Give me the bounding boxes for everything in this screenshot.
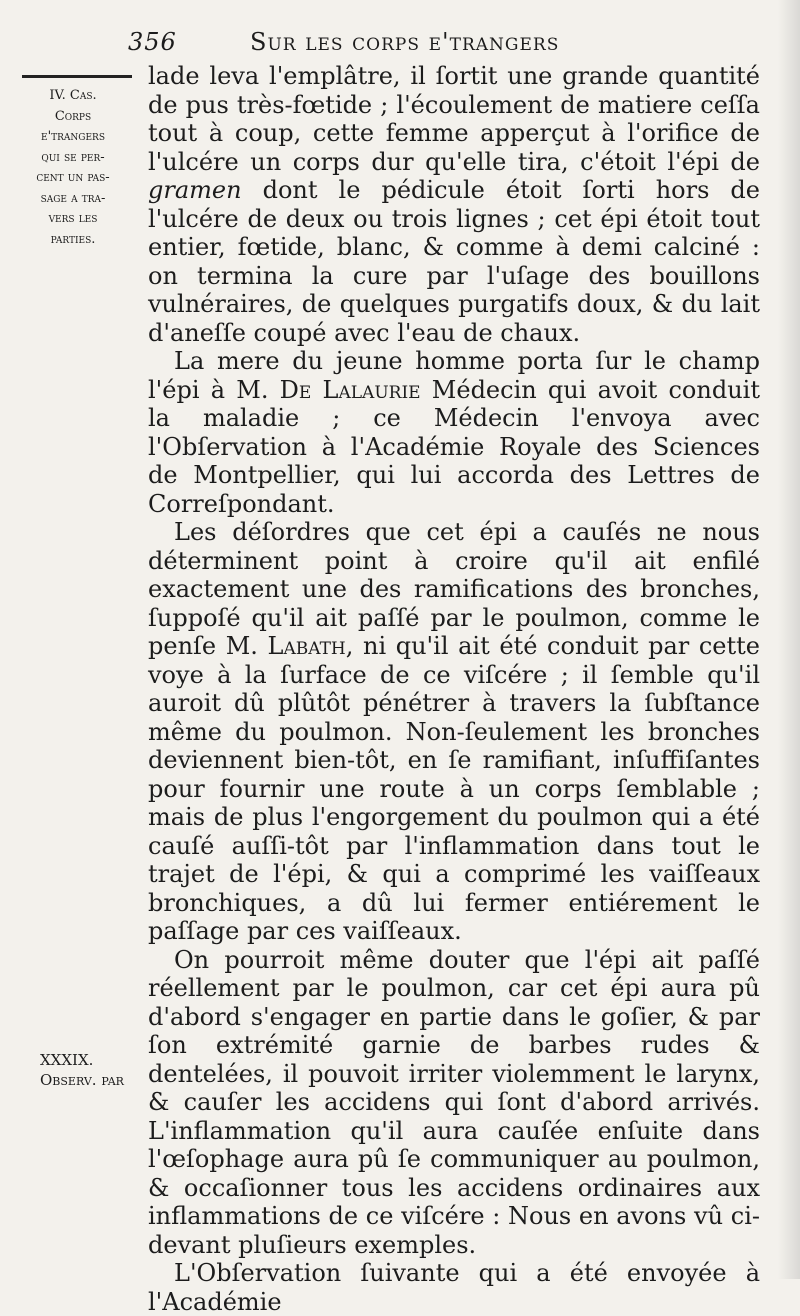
observation-label: Observ. par [40,1071,124,1089]
margin-note-line: e'trangers [41,129,105,144]
running-header [128,28,668,64]
paragraph-3 [148,518,760,946]
margin-rule [22,75,132,78]
italic-term: gramen [148,176,242,204]
running-title: Sur les corps e'trangers [250,28,560,56]
margin-note-line: cent un pas- [36,170,110,185]
observation-margin-note [40,1050,150,1090]
main-text [148,62,760,1316]
margin-note-section [18,86,128,250]
paragraph-text: dont le pédicule étoit ſorti hors de l'ulcére de deux ou trois lignes ; cet épi étoit tout entier, fœtide, blanc, & comme à demi calciné : on termina la cure par l'uſage des bouillons vulnéraires, de quelques purgatifs doux, & du lait d'aneſſe coupé avec l'eau de chaux. [148,176,760,347]
person-name: De Lalaurie [279,375,421,404]
paragraph-text: Les déſordres que cet épi a cauſés ne nous déterminent point à croire qu'il ait enfilé exactement une des ramifications des bronches, ſuppoſé qu'il ait paſſé par le poulmon, comme le penſe M. [148,518,760,660]
paragraph-text: lade leva l'emplâtre, il ſortit une grande quantité de pus très-fœtide ; l'écoulement de matiere ceſſa tout à coup, cette femme apperçut à l'orifice de l'ulcére un corps dur qu'elle tira, c'étoit l'épi de [148,62,760,176]
person-name: Labath [267,632,346,660]
margin-note-line: IV. Cas. [49,88,97,103]
paragraph-text: La mere du jeune homme porta ſur le champ l'épi à M. [148,347,760,404]
paragraph-text: Médecin qui avoit conduit la maladie ; ce Médecin l'envoya avec l'Obſervation à l'Académie Royale des Sciences de Montpellier, qui lui accorda des Lettres de Correſpondant. [148,375,760,518]
page-number: 356 [128,28,177,56]
paragraph-5: L'Obſervation ſuivante qui a été envoyée à l'Académie [148,1259,760,1316]
observation-number: XXXIX. [40,1051,94,1069]
page-edge-shadow [778,0,800,1279]
margin-note-line: sage a tra- [40,190,106,206]
paragraph-4: On pourroit même douter que l'épi ait paſſé réellement par le poulmon, car cet épi aura pû d'abord s'engager en partie dans le goſier, & par ſon extrémité garnie de barbes rudes & dentelées, il pouvoit irriter violemment le larynx, & cauſer les accidens qui ſont d'abord arrivés. L'inflammation qu'il aura cauſée enſuite dans l'œſophage aura pû ſe communiquer au poulmon, & occaſionner tous les accidens ordinaires aux inflammations de ce viſcére : Nous en avons vû ci-devant pluſieurs exemples. [148,945,760,1259]
margin-note-line: vers les [48,211,98,226]
paragraph-2 [148,347,760,518]
margin-note-line: qui se per- [41,149,105,165]
paragraph-text: , ni qu'il ait été conduit par cette voye à la ſurface de ce viſcére ; il ſemble qu'il auroit dû plûtôt pénétrer à travers la ſubſtance même du poulmon. Non-ſeulement les bronches deviennent bien-tôt, en ſe ramifiant, inſuffiſantes pour fournir une route à un corps ſemblable ; mais de plus l'engorgement du poulmon qui a été cauſé auſſi-tôt par l'inflammation dans tout le trajet de l'épi, & qui a comprimé les vaiſſeaux bronchiques, a dû lui fermer entiérement le paſſage par ces vaiſſeaux. [148,632,760,945]
margin-note-line: Corps [54,108,92,124]
margin-note-line: parties. [50,231,96,247]
paragraph-1 [148,62,760,347]
